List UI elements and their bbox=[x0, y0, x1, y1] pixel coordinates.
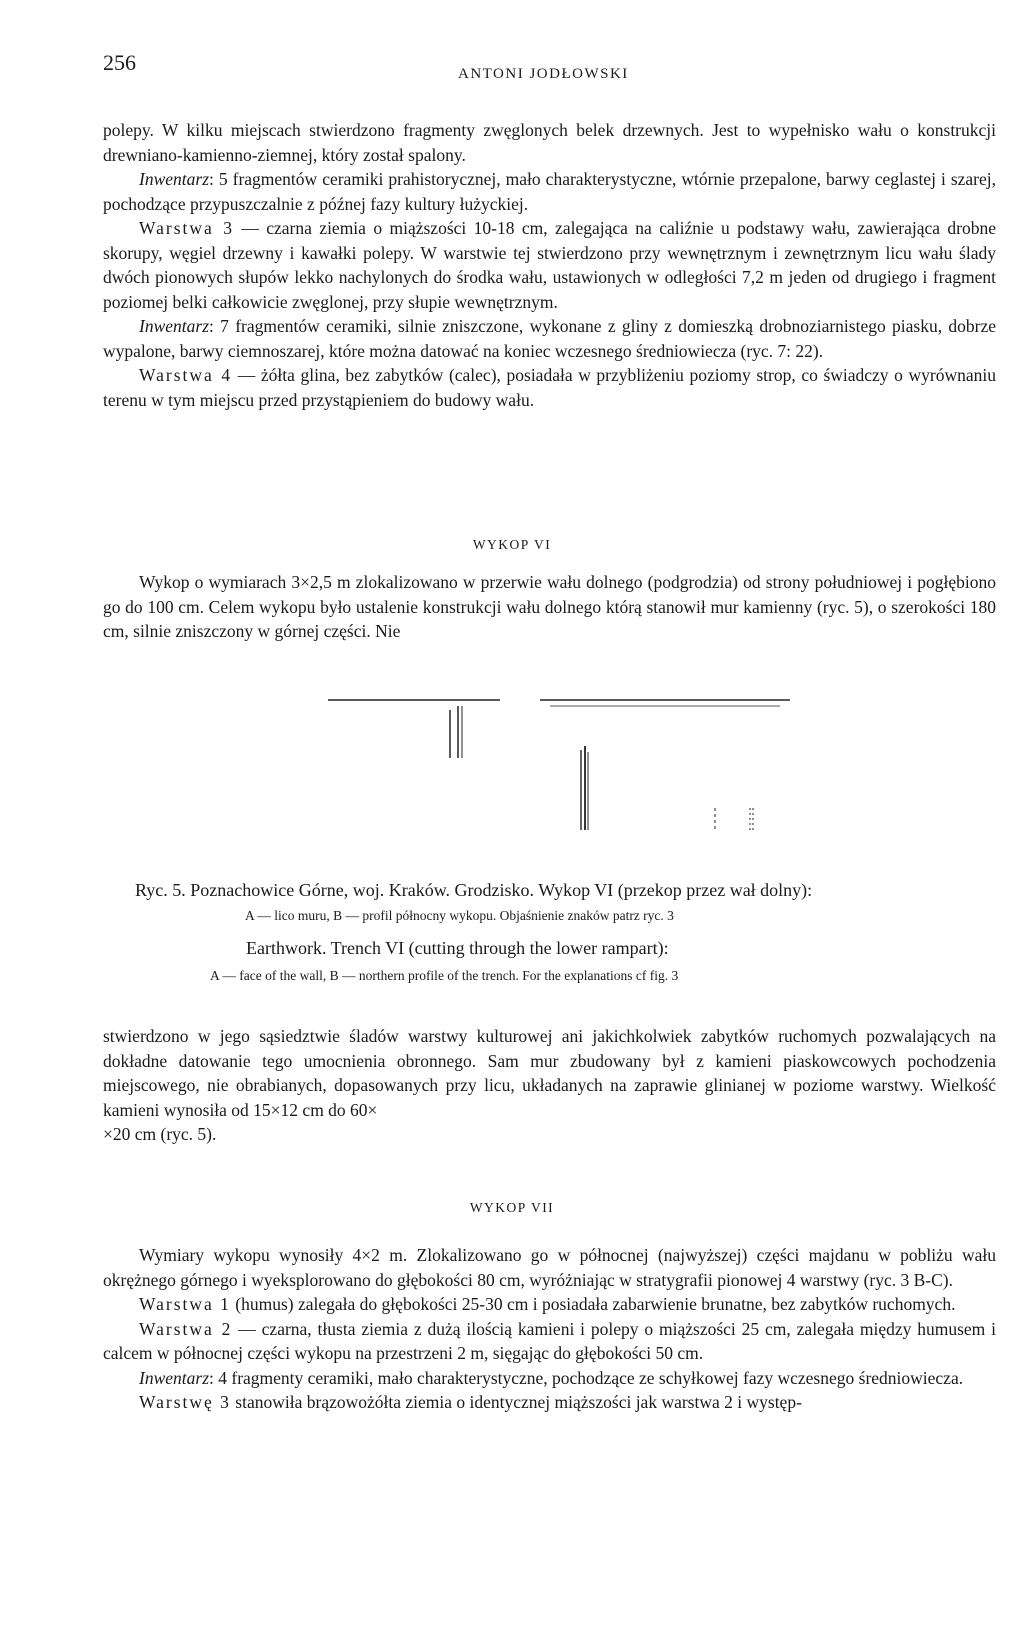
paragraph bbox=[103, 1317, 996, 1366]
paragraph bbox=[103, 216, 996, 314]
text-block-vi bbox=[103, 570, 996, 644]
paragraph-text: (humus) zalegała do głębokości 25-30 cm i posiadała zabarwienie brunatne, bez zabytków ruchomych. bbox=[230, 1294, 956, 1314]
layer-label: Warstwa 1 bbox=[139, 1294, 231, 1314]
paragraph bbox=[103, 314, 996, 363]
text-block-vii bbox=[103, 1243, 996, 1415]
paragraph: stwierdzono w jego sąsiedztwie śladów warstwy kulturowej ani jakichkolwiek zabytków ruchomych pozwalających na dokładne datowanie tego umocnienia obronnego. Sam mur zbudowany był z kamieni piaskowcowych pochodzenia miejscowego, nie obrabianych, dopasowanych przy licu, układanych na zaprawie glinianej w poziome warstwy. Wielkość kamieni wynosiła od 15×12 cm do 60× bbox=[103, 1026, 996, 1120]
layer-label: Warstwę 3 bbox=[139, 1392, 231, 1412]
page-number: 256 bbox=[103, 50, 136, 75]
trench-profile-figure bbox=[300, 690, 820, 870]
paragraph-text: : 7 fragmentów ceramiki, silnie zniszczone, wykonane z gliny z domieszką drobnoziarnistego piasku, dobrze wypalone, barwy ciemnoszarej, które można datować na koniec wczesnego średniowiecza (ryc. 7: 22). bbox=[103, 316, 996, 361]
paragraph: Wykop o wymiarach 3×2,5 m zlokalizowano w przerwie wału dolnego (podgrodzia) od strony południowej i pogłębiono go do 100 cm. Celem wykopu było ustalenie konstrukcji wału dolnego którą stanowił mur kamienny (ryc. 5), o szerokości 180 cm, silnie zniszczony w górnej części. Nie bbox=[103, 572, 996, 641]
section-title-vi: WYKOP VI bbox=[472, 537, 552, 552]
inventory-label: Inwentarz bbox=[139, 316, 209, 336]
paragraph-text: — żółta glina, bez zabytków (calec), posiadała w przybliżeniu poziomy strop, co świadczy o wyrównaniu terenu w tym miejscu przed przystąpieniem do budowy wału. bbox=[103, 365, 996, 410]
paragraph-text: : 5 fragmentów ceramiki prahistorycznej, mało charakterystyczne, wtórnie przepalone, barwy ceglastej i szarej, pochodzące przypuszczalnie z późnej fazy kultury łużyckiej. bbox=[103, 169, 996, 214]
layer-label: Warstwa 4 bbox=[139, 365, 233, 385]
paragraph-text: stanowiła brązowożółta ziemia o identycznej miąższości jak warstwa 2 i występ- bbox=[230, 1392, 802, 1412]
paragraph: Wymiary wykopu wynosiły 4×2 m. Zlokalizowano go w północnej (najwyższej) części majdanu w pobliżu wału okrężnego górnego i wyeksplorowano do głębokości 80 cm, wyróżniając w stratygrafii pionowej 4 warstwy (ryc. 3 B-C). bbox=[103, 1245, 996, 1290]
paragraph-text: — czarna ziemia o miąższości 10-18 cm, zalegająca na caliźnie u podstawy wału, zawierająca drobne skorupy, węgiel drzewny i kawałki polepy. W warstwie tej stwierdzono przy wewnętrznym i zewnętrznym licu wału ślady dwóch pionowych słupów lekko nachylonych do środka wału, ustawionych w odległości 7,2 m jeden od drugiego i fragment poziomej belki całkowicie zwęglonej, przy słupie wewnętrznym. bbox=[103, 218, 996, 312]
caption-english-legend: A — face of the wall, B — northern profile of the trench. For the explanations cf fig. 3 bbox=[210, 968, 679, 983]
caption-polish-legend: A — lico muru, B — profil północny wykopu. Objaśnienie znaków patrz ryc. 3 bbox=[245, 908, 674, 923]
inventory-label: Inwentarz bbox=[139, 169, 209, 189]
caption-polish: Ryc. 5. Poznachowice Górne, woj. Kraków. Grodzisko. Wykop VI (przekop przez wał dolny): bbox=[135, 880, 813, 900]
text-block-continuation bbox=[103, 1024, 996, 1147]
paragraph: polepy. W kilku miejscach stwierdzono fragmenty zwęglonych belek drzewnych. Jest to wypełnisko wału o konstrukcji drewniano-kamienno-ziemnej, który został spalony. bbox=[103, 120, 996, 165]
paragraph-end: ×20 cm (ryc. 5). bbox=[103, 1124, 217, 1144]
figure-5-drawing bbox=[300, 690, 820, 870]
layer-label: Warstwa 2 bbox=[139, 1318, 233, 1339]
paragraph-text: : 4 fragmenty ceramiki, mało charakterystyczne, pochodzące ze schyłkowej fazy wczesnego średniowiecza. bbox=[209, 1367, 964, 1388]
figure-caption bbox=[135, 878, 995, 986]
text-block-upper bbox=[103, 118, 996, 412]
paragraph bbox=[103, 1366, 996, 1391]
section-title-vii: WYKOP VII bbox=[469, 1200, 555, 1215]
paragraph bbox=[103, 363, 996, 412]
paragraph bbox=[103, 167, 996, 216]
paragraph-text: — czarna, tłusta ziemia z dużą ilością kamieni i polepy o miąższości 25 cm, zalegała między humusem i calcem w północnej części wykopu na przestrzeni 2 m, sięgając do głębokości 50 cm. bbox=[103, 1318, 997, 1363]
caption-english: Earthwork. Trench VI (cutting through the lower rampart): bbox=[246, 938, 669, 958]
paragraph bbox=[103, 1292, 996, 1317]
running-head: ANTONI JODŁOWSKI bbox=[458, 66, 629, 82]
paragraph bbox=[103, 1390, 996, 1415]
layer-label: Warstwa 3 bbox=[139, 218, 234, 238]
inventory-label: Inwentarz bbox=[139, 1367, 209, 1388]
page-header bbox=[103, 50, 923, 90]
